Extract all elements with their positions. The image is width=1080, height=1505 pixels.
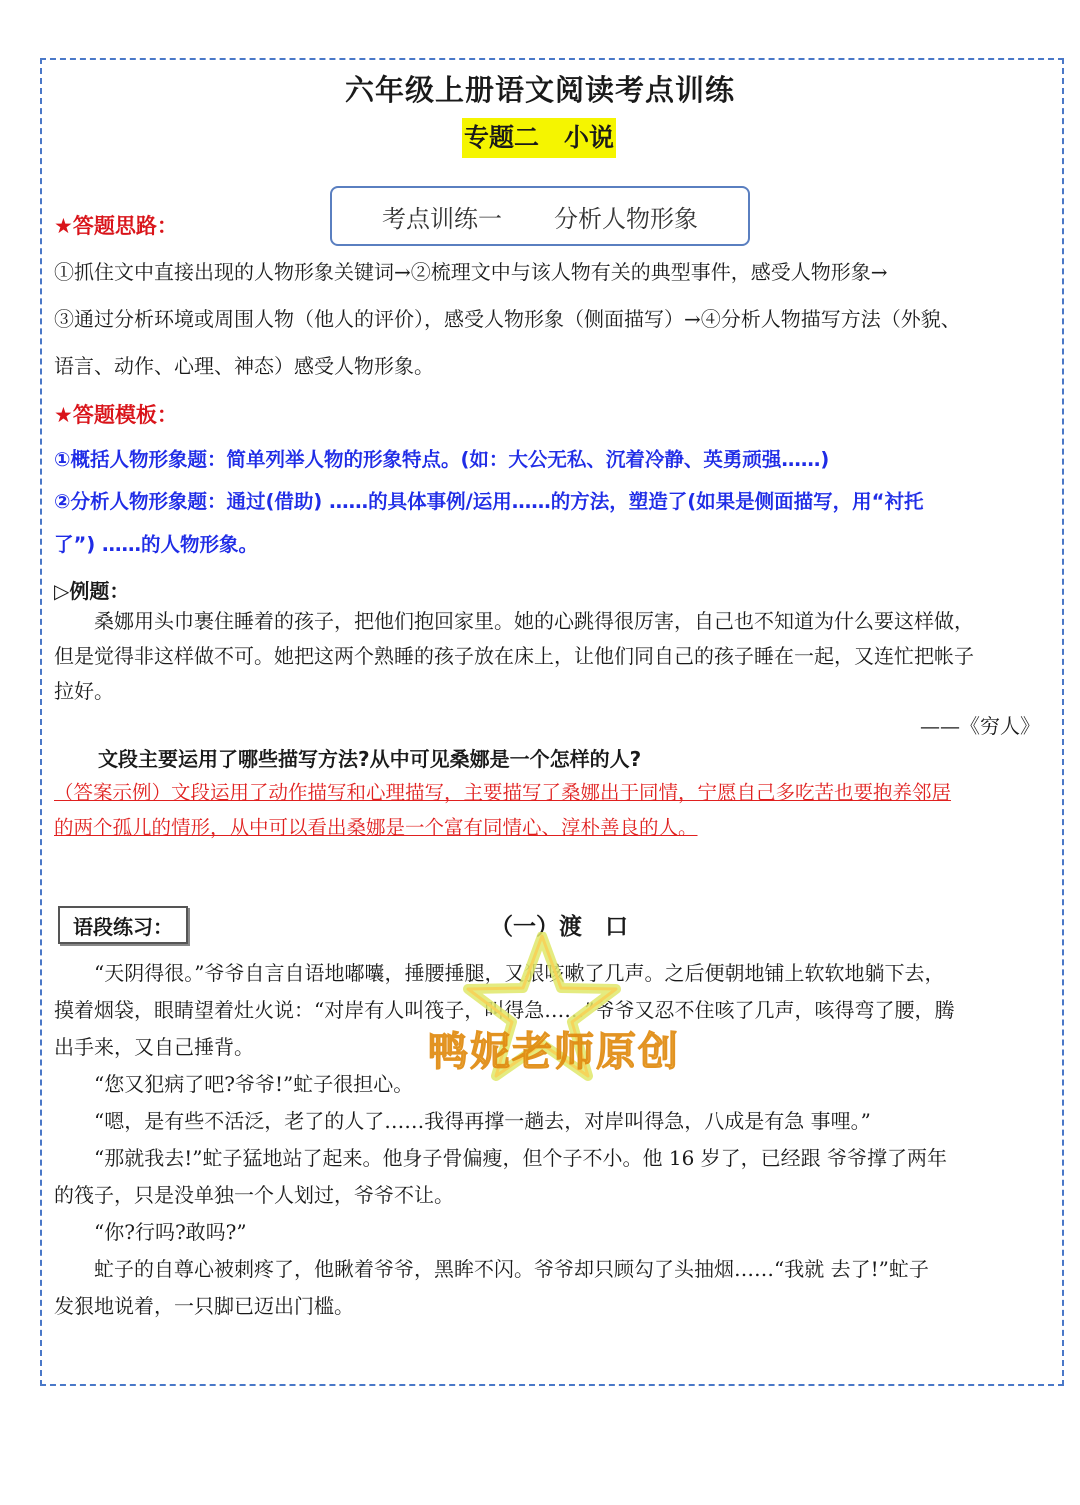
training-box xyxy=(330,186,750,246)
example-passage xyxy=(54,604,1050,709)
thinking-line-1: ①抓住文中直接出现的人物形象关键词→②梳理文中与该人物有关的典型事件，感受人物形象→ xyxy=(54,260,888,284)
story-line: “你?行吗?敢吗?” xyxy=(54,1220,247,1244)
thinking-line-3: 语言、动作、心理、神态）感受人物形象。 xyxy=(54,354,434,378)
thinking-line-2: ③通过分析环境或周围人物（他人的评价），感受人物形象（侧面描写）→④分析人物描写方法（外貌、 xyxy=(54,307,961,331)
example-answer-line-2: 的两个孤儿的情形，从中可以看出桑娜是一个富有同情心、淳朴善良的人。 xyxy=(54,816,698,839)
template-heading: ★答题模板： xyxy=(54,403,178,427)
example-source: ——《穷人》 xyxy=(920,714,1040,738)
training-box-left: 考点训练一 xyxy=(382,204,502,233)
story-line: 虻子的自尊心被刺疼了，他瞅着爷爷，黑眸不闪。爷爷却只顾勾了头抽烟……“我就 去了!”虻子 xyxy=(54,1257,929,1281)
page-title: 六年级上册语文阅读考点训练 xyxy=(344,73,735,107)
story-line: 摸着烟袋，眼睛望着灶火说：“对岸有人叫筏子，叫得急……”爷爷又忍不住咳了几声，咳得弯了腰，腾 xyxy=(54,998,955,1022)
story-title: （一）渡 口 xyxy=(490,914,628,940)
template-line-1: ①概括人物形象题：简单列举人物的形象特点。(如：大公无私、沉着冷静、英勇顽强……) xyxy=(54,448,830,471)
story-line: 的筏子，只是没单独一个人划过，爷爷不让。 xyxy=(54,1183,454,1207)
example-passage-line: 桑娜用头巾裹住睡着的孩子，把他们抱回家里。她的心跳得很厉害，自己也不知道为什么要这样做， xyxy=(54,609,974,633)
watermark-text: 鸭妮老师原创 xyxy=(428,1029,680,1075)
practice-label: 语段练习： xyxy=(58,906,188,944)
story-line: “嗯，是有些不活泛，老了的人了……我得再撑一趟去，对岸叫得急，八成是有急 事哩。” xyxy=(54,1109,871,1133)
example-question: 文段主要运用了哪些描写方法?从中可见桑娜是一个怎样的人? xyxy=(98,747,642,771)
story-line: 出手来，又自己捶背。 xyxy=(54,1035,254,1059)
example-passage-line: 但是觉得非这样做不可。她把这两个熟睡的孩子放在床上，让他们同自己的孩子睡在一起，又连忙把帐子 xyxy=(54,644,974,668)
story-line: “那就我去!”虻子猛地站了起来。他身子骨偏瘦，但个子不小。他 16 岁了，已经跟 爷爷撑了两年 xyxy=(54,1146,948,1170)
training-box-right: 分析人物形象 xyxy=(554,204,698,233)
example-heading: ▷例题： xyxy=(54,579,130,603)
story-line: “天阴得很。”爷爷自言自语地嘟囔，捶腰捶腿，又狠咳嗽了几声。之后便朝地铺上软软地躺下去， xyxy=(54,961,945,985)
topic-label: 专题二 小说 xyxy=(462,118,616,158)
story-line: “您又犯病了吧?爷爷!”虻子很担心。 xyxy=(54,1072,414,1096)
template-line-3: 了”) ……的人物形象。 xyxy=(54,533,259,556)
example-answer-line-1: （答案示例）文段运用了动作描写和心理描写，主要描写了桑娜出于同情，宁愿自己多吃苦也要抱养邻居 xyxy=(54,781,952,804)
story-line: 发狠地说着，一只脚已迈出门槛。 xyxy=(54,1294,354,1318)
example-passage-line: 拉好。 xyxy=(54,679,114,703)
template-line-2: ②分析人物形象题：通过(借助) ……的具体事例/运用……的方法，塑造了(如果是侧面描写，用“衬托 xyxy=(54,490,924,513)
thinking-heading: ★答题思路： xyxy=(54,214,178,238)
